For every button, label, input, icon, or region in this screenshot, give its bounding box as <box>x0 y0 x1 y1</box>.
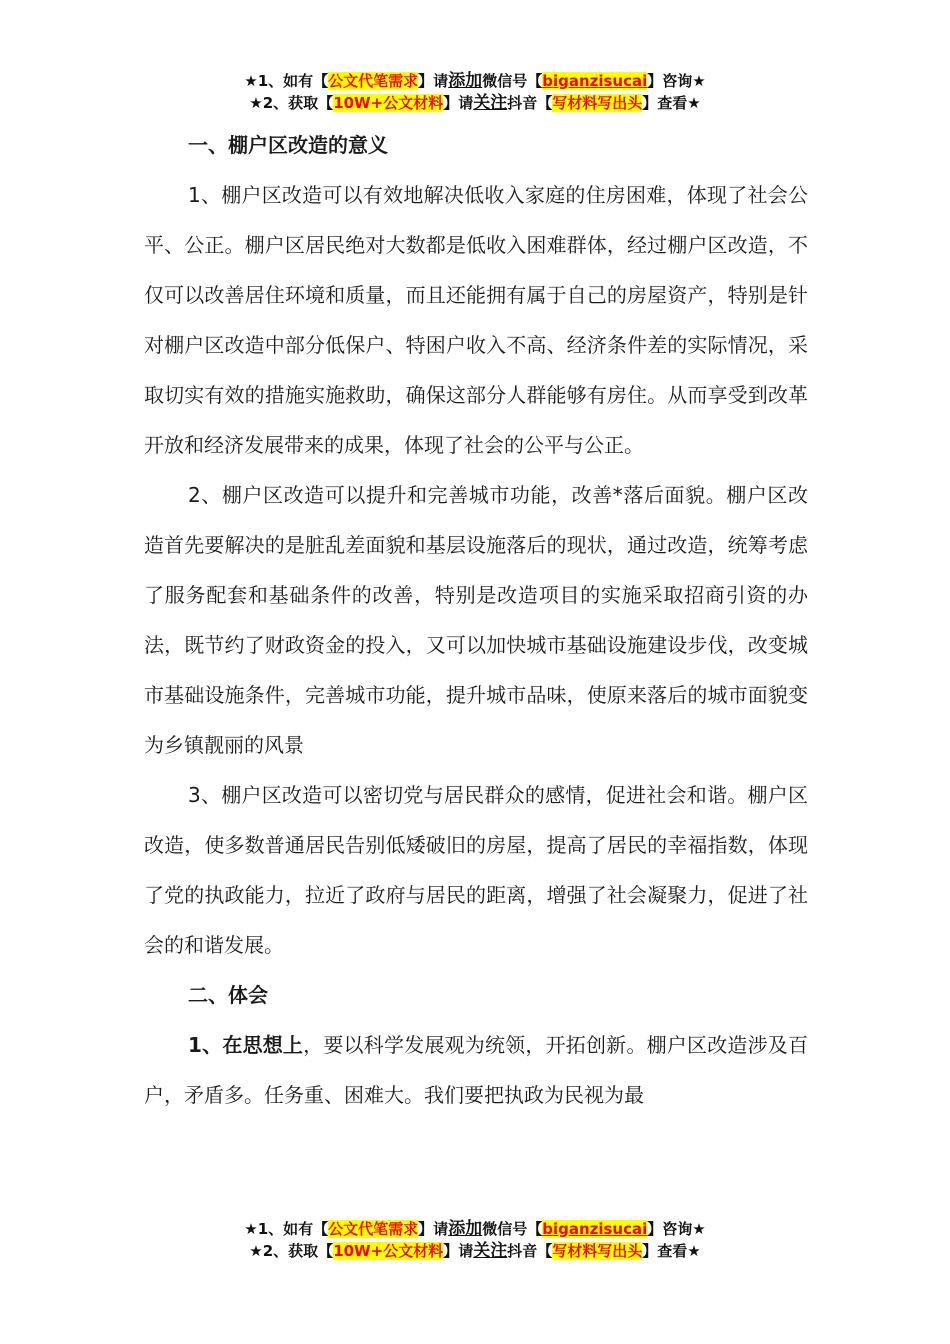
banner-line-2 <box>0 1240 950 1262</box>
banner-highlight: 公文代笔需求 <box>328 1220 419 1238</box>
wechat-id-highlight: biganzisucai <box>542 72 648 90</box>
banner-text: ★2、获取【 <box>249 94 334 112</box>
banner-line-1 <box>0 1218 950 1240</box>
banner-text: 】咨询★ <box>647 72 706 90</box>
banner-line-1 <box>0 70 950 92</box>
banner-underlined: 添加 <box>448 1219 483 1239</box>
banner-underlined: 关注 <box>473 1241 508 1261</box>
banner-text: 】请 <box>443 1242 474 1260</box>
banner-text: ★1、如有【 <box>244 72 329 90</box>
douyin-highlight: 写材料写出头 <box>552 1242 643 1260</box>
banner-text: 】请 <box>443 94 474 112</box>
banner-text: 】查看★ <box>642 94 701 112</box>
banner-text: 】咨询★ <box>647 1220 706 1238</box>
banner-underlined: 关注 <box>473 93 508 113</box>
top-banner <box>0 70 950 114</box>
paragraph-4-lead: 1、在思想上 <box>188 1033 304 1057</box>
document-body <box>144 126 808 1120</box>
banner-highlight: 10W+公文材料 <box>333 94 444 112</box>
section-heading-2: 二、体会 <box>188 983 268 1007</box>
wechat-id-highlight: biganzisucai <box>542 1220 648 1238</box>
banner-text: 微信号【 <box>482 72 543 90</box>
paragraph-2: 2、棚户区改造可以提升和完善城市功能，改善*落后面貌。棚户区改造首先要解决的是脏乱差面貌和基层设施落后的现状，通过改造，统筹考虑了服务配套和基础条件的改善，特别是改造项目的实施采取招商引资的办法，既节约了财政资金的投入，又可以加快城市基础设施建设步伐，改变城市基础设施条件，完善城市功能，提升城市品味，使原来落后的城市面貌变为乡镇靓丽的风景 <box>144 483 808 757</box>
banner-highlight: 公文代笔需求 <box>328 72 419 90</box>
paragraph-3: 3、棚户区改造可以密切党与居民群众的感情，促进社会和谐。棚户区改造，使多数普通居民告别低矮破旧的房屋，提高了居民的幸福指数，体现了党的执政能力，拉近了政府与居民的距离，增强了社会凝聚力，促进了社会的和谐发展。 <box>144 783 808 957</box>
bottom-banner <box>0 1218 950 1262</box>
banner-text: ★2、获取【 <box>249 1242 334 1260</box>
section-heading-1: 一、棚户区改造的意义 <box>188 133 388 157</box>
banner-text: 抖音【 <box>507 1242 553 1260</box>
banner-highlight: 10W+公文材料 <box>333 1242 444 1260</box>
banner-underlined: 添加 <box>448 71 483 91</box>
banner-text: ★1、如有【 <box>244 1220 329 1238</box>
paragraph-1: 1、棚户区改造可以有效地解决低收入家庭的住房困难，体现了社会公平、公正。棚户区居民绝对大数都是低收入困难群体，经过棚户区改造，不仅可以改善居住环境和质量，而且还能拥有属于自己的房屋资产，特别是针对棚户区改造中部分低保户、特困户收入不高、经济条件差的实际情况，采取切实有效的措施实施救助，确保这部分人群能够有房住。从而享受到改革开放和经济发展带来的成果，体现了社会的公平与公正。 <box>144 183 808 457</box>
banner-line-2 <box>0 92 950 114</box>
paragraph-4 <box>144 1020 808 1120</box>
banner-text: 】查看★ <box>642 1242 701 1260</box>
banner-text: 抖音【 <box>507 94 553 112</box>
douyin-highlight: 写材料写出头 <box>552 94 643 112</box>
banner-text: 】请 <box>418 72 449 90</box>
banner-text: 微信号【 <box>482 1220 543 1238</box>
banner-text: 】请 <box>418 1220 449 1238</box>
paragraph-4-text: ，要以科学发展观为统领，开拓创新。棚户区改造涉及百户，矛盾多。任务重、困难大。我们要把执政为民视为最 <box>144 1033 809 1107</box>
